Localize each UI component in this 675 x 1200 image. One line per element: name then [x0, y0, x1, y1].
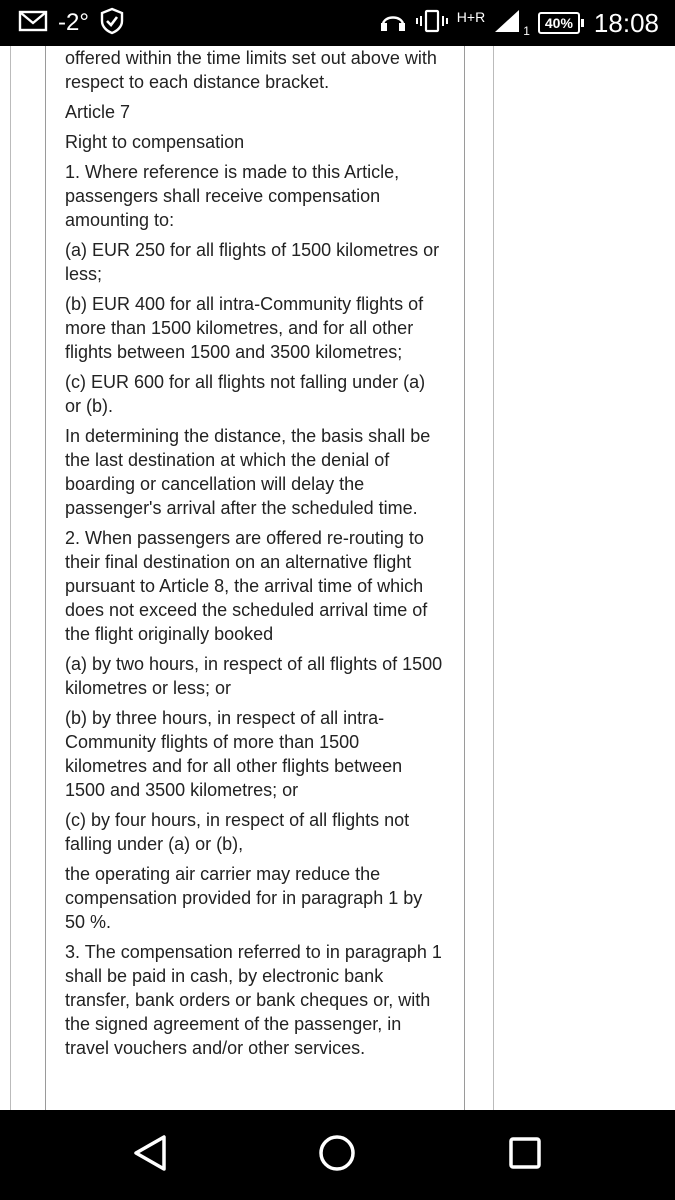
- network-type: H+R: [456, 9, 486, 25]
- paragraph: offered within the time limits set out above with respect to each distance bracket.: [65, 48, 437, 92]
- left-divider: [10, 46, 11, 1110]
- right-divider: [493, 46, 494, 1110]
- status-left: [18, 0, 125, 46]
- paragraph: (c) by four hours, in respect of all flights not falling under (a) or (b),: [65, 810, 410, 854]
- gmail-icon: [18, 9, 48, 38]
- document-viewport[interactable]: [0, 46, 675, 1110]
- temperature-text: -2°: [58, 9, 89, 36]
- paragraph: 2. When passengers are offered re-routing to their final destination on an alternative flight pursuant to Article 8, the arrival time of which does not exceed the scheduled arrival time of the flight originally booked: [65, 528, 428, 644]
- recents-button[interactable]: [480, 1110, 570, 1200]
- home-button[interactable]: [292, 1110, 382, 1200]
- battery-icon: [538, 12, 580, 34]
- shield-check-icon: [99, 7, 125, 40]
- paragraph: (b) EUR 400 for all intra-Community flights of more than 1500 kilometres, and for all other flights between 1500 and 3500 kilometres;: [65, 294, 424, 362]
- clock: 18:08: [593, 8, 659, 38]
- paragraph: (c) EUR 600 for all flights not falling under (a) or (b).: [65, 372, 426, 416]
- status-bar: [0, 0, 675, 46]
- paragraph: (a) EUR 250 for all flights of 1500 kilometres or less;: [65, 240, 440, 284]
- sim-slot-label: 1: [523, 24, 530, 38]
- paragraph: the operating air carrier may reduce the compensation provided for in paragraph 1 by 50 %.: [65, 864, 423, 932]
- paragraph: In determining the distance, the basis shall be the last destination at which the denial of boarding or cancellation will delay the passenger's arrival after the scheduled time.: [65, 426, 431, 518]
- paragraph: (b) by three hours, in respect of all intra-Community flights of more than 1500 kilometres and for all other flights between 1500 and 3500 kilometres; or: [65, 708, 403, 800]
- document-text: [65, 46, 445, 1066]
- back-triangle-icon: [132, 1133, 168, 1178]
- home-circle-icon: [317, 1133, 357, 1178]
- recents-square-icon: [507, 1135, 543, 1176]
- article-title: Right to compensation: [65, 132, 245, 152]
- paragraph: (a) by two hours, in respect of all flights of 1500 kilometres or less; or: [65, 654, 443, 698]
- navigation-bar: [0, 1110, 675, 1200]
- headset-icon: [379, 9, 407, 38]
- paragraph: 3. The compensation referred to in paragraph 1 shall be paid in cash, by electronic bank transfer, bank orders or bank cheques or, with the signed agreement of the passenger, in travel vouchers and/or other services.: [65, 942, 442, 1058]
- status-right: [379, 0, 659, 46]
- signal-icon: [493, 8, 523, 39]
- article-heading: Article 7: [65, 102, 131, 122]
- back-button[interactable]: [105, 1110, 195, 1200]
- vibrate-icon: [415, 9, 449, 38]
- paragraph: 1. Where reference is made to this Article, passengers shall receive compensation amounting to:: [65, 162, 400, 230]
- battery-level: 40%: [544, 15, 573, 31]
